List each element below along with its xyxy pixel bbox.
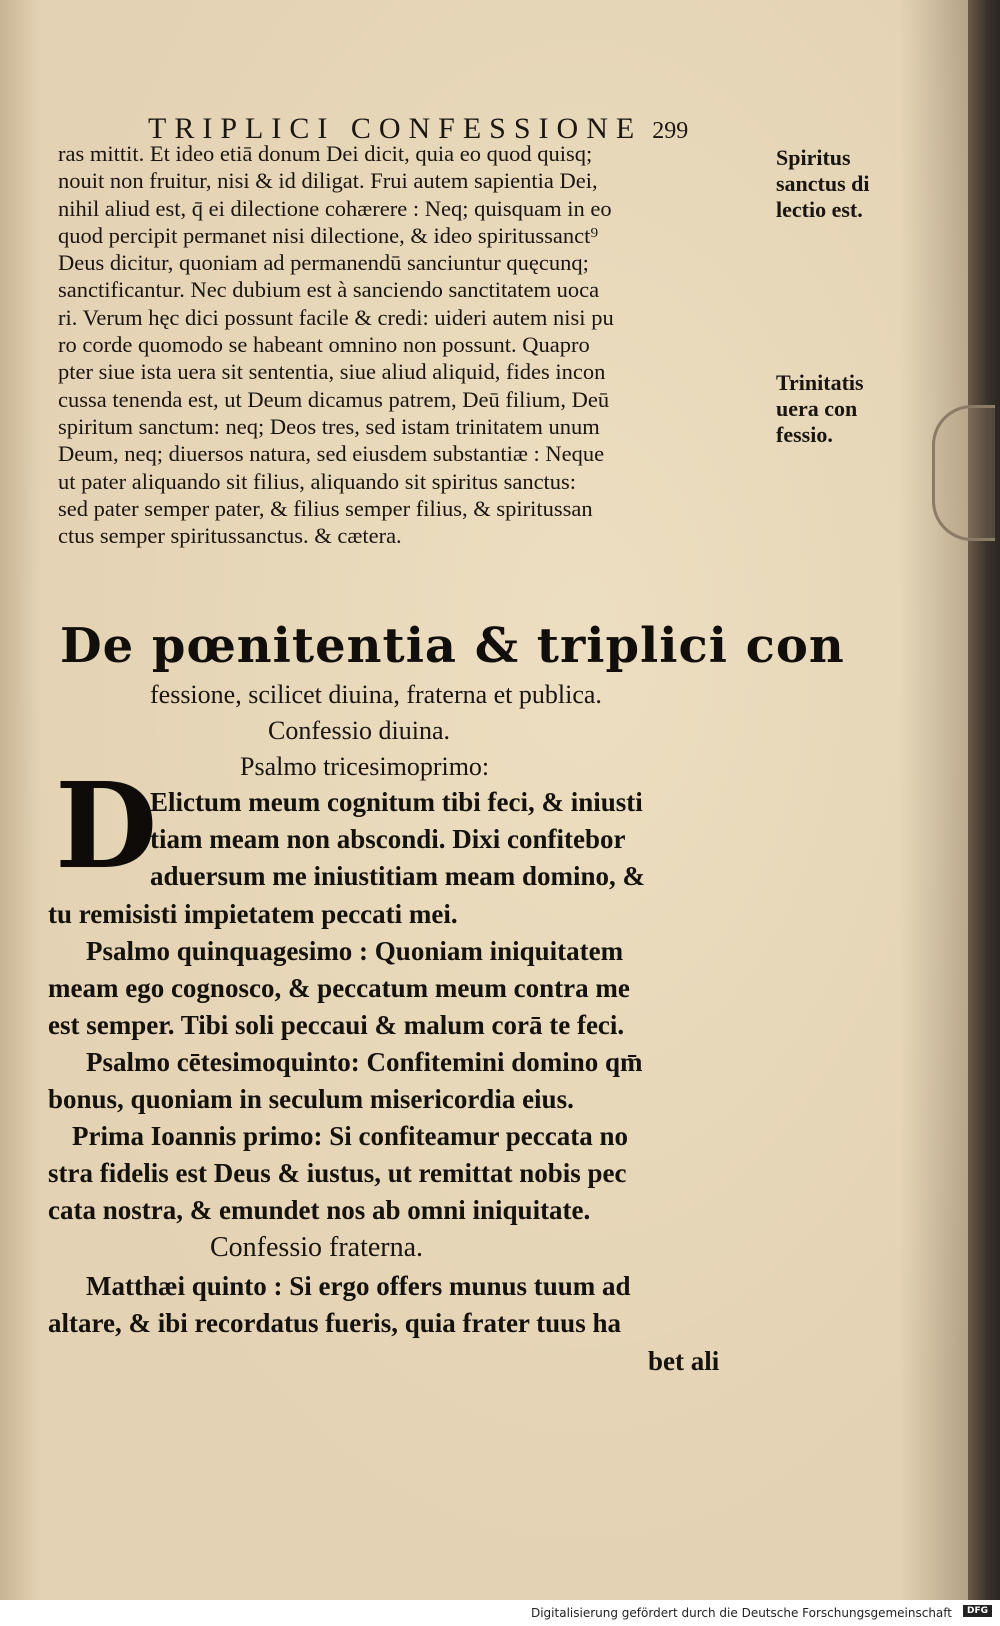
body-line: pter siue ista uera sit sententia, siue aliud aliquid, fides incon	[58, 359, 606, 385]
running-header-title: TRIPLICI CONFESSIONE	[148, 112, 643, 145]
margin-note-line: sanctus di	[776, 171, 870, 196]
psalm-line: tiam meam non abscondi. Dixi confitebor	[150, 824, 626, 854]
margin-note-line: Spiritus	[776, 145, 851, 170]
psalm-text-2	[48, 1268, 768, 1342]
psalm-line: Psalmo quinquagesimo : Quoniam iniquitatem	[86, 936, 624, 966]
folio-number: 299	[652, 118, 689, 144]
body-line: nihil aliud est, q̄ ei dilectione cohærere : Neq; quisquam in eo	[58, 195, 612, 221]
body-line: ras mittit. Et ideo etiā donum Dei dicit, quia eo quod quisq;	[58, 141, 593, 166]
catchword: bet ali	[648, 1346, 720, 1376]
section-title-confessio-fraterna: Confessio fraterna.	[210, 1232, 424, 1263]
margin-note-line: uera con	[776, 396, 858, 421]
psalm-reference: Psalmo tricesimoprimo:	[240, 752, 490, 781]
body-line: sanctificantur. Nec dubium est à sanciendo sanctitatem uoca	[58, 277, 600, 303]
psalm-line: bonus, quoniam in seculum misericordia eius.	[48, 1084, 574, 1114]
body-line: Deus dicitur, quoniam ad permanendū sanciuntur quęcunq;	[58, 250, 589, 276]
psalm-line: stra fidelis est Deus & iustus, ut remittat nobis pec	[48, 1158, 627, 1188]
margin-note-spiritus	[776, 145, 870, 223]
body-line: ut pater aliquando sit filius, aliquando sit spiritus sanctus:	[58, 468, 577, 494]
psalm-line: Matthæi quinto : Si ergo offers munus tuum ad	[86, 1271, 631, 1301]
body-text	[58, 140, 778, 549]
margin-note-line: Trinitatis	[776, 370, 864, 395]
psalm-text	[48, 896, 768, 1229]
psalm-line: Elictum meum cognitum tibi feci, & iniusti	[150, 787, 643, 817]
footer-credit: Digitalisierung gefördert durch die Deutsche Forschungsgemeinschaft	[530, 1606, 952, 1620]
body-line: sed pater semper pater, & filius semper filius, & spiritussan	[58, 495, 593, 521]
margin-note-line: fessio.	[776, 422, 833, 447]
psalm-line: altare, & ibi recordatus fueris, quia frater tuus ha	[48, 1308, 621, 1338]
body-line: ctus semper spiritussanctus. & cætera.	[58, 523, 402, 549]
section-title-confessio-diuina: Confessio diuina.	[268, 716, 450, 745]
psalm-line: est semper. Tibi soli peccaui & malum corā te feci.	[48, 1010, 625, 1040]
psalm-line: Psalmo cētesimoquinto: Confitemini domino qm̄	[86, 1047, 643, 1077]
body-line: nouit non fruitur, nisi & id diligat. Frui autem sapientia Dei,	[58, 168, 598, 194]
psalm-text-dropcap	[150, 784, 870, 895]
drop-cap: D	[55, 756, 158, 895]
section-heading: De pœnitentia & triplici con	[60, 618, 845, 674]
dfg-logo: DFG	[963, 1605, 992, 1617]
margin-note-trinitatis	[776, 370, 864, 448]
footer-bar	[0, 1600, 1000, 1626]
page-edge	[968, 0, 1000, 1600]
book-clasp	[932, 405, 995, 541]
body-line: Deum, neq; diuersos natura, sed eiusdem substantiæ : Neque	[58, 441, 605, 467]
margin-note-line: lectio est.	[776, 197, 863, 222]
psalm-line: meam ego cognosco, & peccatum meum contra me	[48, 973, 630, 1003]
psalm-line: aduersum me iniustitiam meam domino, &	[150, 861, 645, 891]
psalm-line: Prima Ioannis primo: Si confiteamur peccata no	[72, 1121, 628, 1151]
section-subheading: fessione, scilicet diuina, fraterna et publica.	[150, 680, 602, 709]
psalm-line: cata nostra, & emundet nos ab omni iniquitate.	[48, 1195, 591, 1225]
body-line: ro corde quomodo se habeant omnino non possunt. Quapro	[58, 332, 590, 358]
body-line: quod percipit permanet nisi dilectione, & ideo spiritussanct⁹	[58, 222, 599, 248]
psalm-line: tu remisisti impietatem peccati mei.	[48, 899, 458, 929]
body-line: spiritum sanctum: neq; Deos tres, sed istam trinitatem unum	[58, 413, 600, 439]
body-line: ri. Verum hęc dici possunt facile & credi: uideri autem nisi pu	[58, 304, 614, 330]
body-line: cussa tenenda est, ut Deum dicamus patrem, Deū filium, Deū	[58, 386, 610, 412]
